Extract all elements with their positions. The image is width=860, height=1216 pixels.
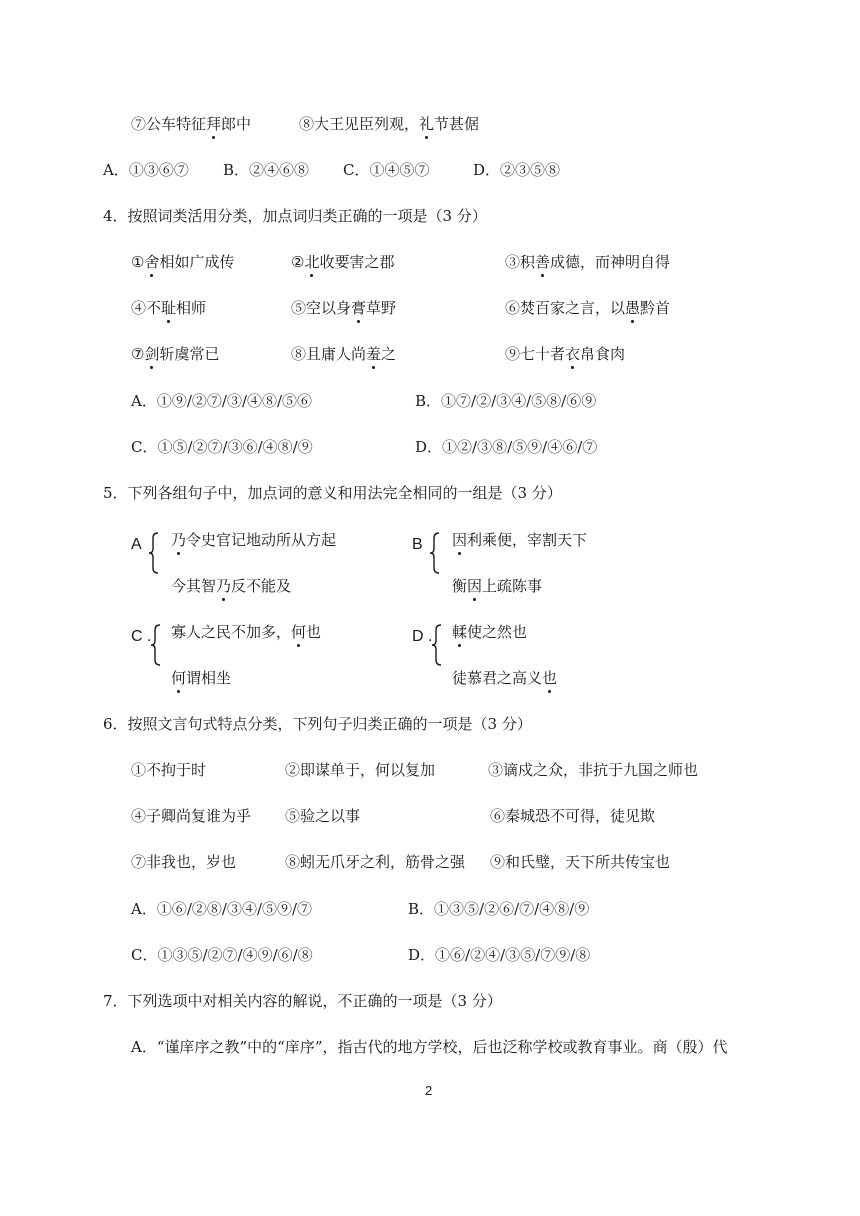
q6-item-1: ①不拘于时 [131, 761, 207, 779]
q3-option-c: C．①④⑤⑦ [343, 161, 430, 179]
q6-option-b: B．①③⑤/②⑥/⑦/④⑧/⑨ [408, 900, 590, 918]
q5-group-c-letter: C . [131, 628, 152, 645]
page-number: 2 [425, 1083, 433, 1098]
q6-item-9: ⑨和氏璧，天下所共传宝也 [490, 853, 671, 871]
q3-option-b: B．②④⑥⑧ [223, 161, 310, 179]
q4-item-5: ⑤空以身膏草野 [291, 299, 397, 317]
q5-group-d-s2: 徒慕君之高义也 [452, 669, 558, 687]
q4-option-b: B．①⑦/②/③④/⑤⑧/⑥⑨ [415, 392, 597, 410]
q3-option-d: D．②③⑤⑧ [473, 161, 561, 179]
q5-group-d-letter: D . [412, 628, 433, 645]
q4-item-1: ①舍相如广成传 [131, 253, 235, 271]
q5-group-d-brace [432, 624, 442, 666]
q5-group-a-s2: 今其智乃反不能及 [171, 577, 292, 595]
q6-stem: 6．按照文言句式特点分类，下列句子归类正确的一项是（3 分） [103, 715, 532, 733]
q5-group-b-brace [430, 532, 440, 574]
q6-item-3: ③谪戍之众，非抗于九国之师也 [488, 761, 699, 779]
q5-group-b-letter: B [412, 536, 423, 553]
q5-group-d-s1: 輮使之然也 [452, 623, 528, 641]
q5-group-c-s2: 何谓相坐 [171, 669, 232, 687]
q6-option-d: D．①⑥/②④/③⑤/⑦⑨/⑧ [408, 946, 591, 964]
q3-item-7: ⑦公车特征拜郎中 [131, 115, 252, 133]
q5-group-b-s2: 衡因上疏陈事 [452, 577, 543, 595]
q6-item-4: ④子卿尚复谁为乎 [131, 807, 252, 825]
q6-item-8: ⑧蚓无爪牙之利，筋骨之强 [285, 853, 466, 871]
q5-stem: 5．下列各组句子中，加点词的意义和用法完全相同的一组是（3 分） [103, 484, 562, 502]
q4-item-2: ②北收要害之郡 [291, 253, 395, 271]
q4-item-9: ⑨七十者衣帛食肉 [505, 345, 626, 363]
q6-item-2: ②即谋单于，何以复加 [285, 761, 436, 779]
q7-option-a: A．“谨庠序之教”中的“庠序”，指古代的地方学校，后也泛称学校或教育事业。商（殷）代 [131, 1038, 728, 1056]
q4-option-a: A．①⑨/②⑦/③/④⑧/⑤⑥ [131, 392, 313, 410]
q3-item-8: ⑧大王见臣列观，礼节甚倨 [299, 115, 480, 133]
q4-item-7: ⑦剑斩虞常已 [131, 345, 220, 363]
q4-item-3: ③积善成德，而神明自得 [505, 253, 671, 271]
q5-group-a-letter: A [131, 536, 142, 553]
q7-stem: 7．下列选项中对相关内容的解说，不正确的一项是（3 分） [103, 992, 502, 1010]
q6-item-7: ⑦非我也，岁也 [131, 853, 237, 871]
q6-option-c: C．①③⑤/②⑦/④⑨/⑥/⑧ [131, 946, 313, 964]
q6-item-6: ⑥秦城恐不可得，徒见欺 [490, 807, 656, 825]
q5-group-b-s1: 因利乘便，宰割天下 [452, 531, 588, 549]
q3-option-a: A．①③⑥⑦ [103, 161, 189, 179]
q5-group-c-brace [151, 624, 161, 666]
q5-group-a-s1: 乃令史官记地动所从方起 [171, 531, 337, 549]
q4-item-4: ④不耻相师 [131, 299, 207, 317]
q4-item-8: ⑧且庸人尚羞之 [291, 345, 397, 363]
q4-stem: 4．按照词类活用分类，加点词归类正确的一项是（3 分） [103, 207, 487, 225]
q5-group-a-brace [149, 532, 159, 574]
q4-item-6: ⑥焚百家之言，以愚黔首 [505, 299, 671, 317]
q4-option-c: C．①⑤/②⑦/③⑥/④⑧/⑨ [131, 438, 313, 456]
q6-item-5: ⑤验之以事 [285, 807, 361, 825]
q5-group-c-s1: 寡人之民不加多，何也 [171, 623, 322, 641]
q6-option-a: A．①⑥/②⑧/③④/⑤⑨/⑦ [131, 900, 313, 918]
q4-option-d: D．①②/③⑧/⑤⑨/④⑥/⑦ [415, 438, 598, 456]
